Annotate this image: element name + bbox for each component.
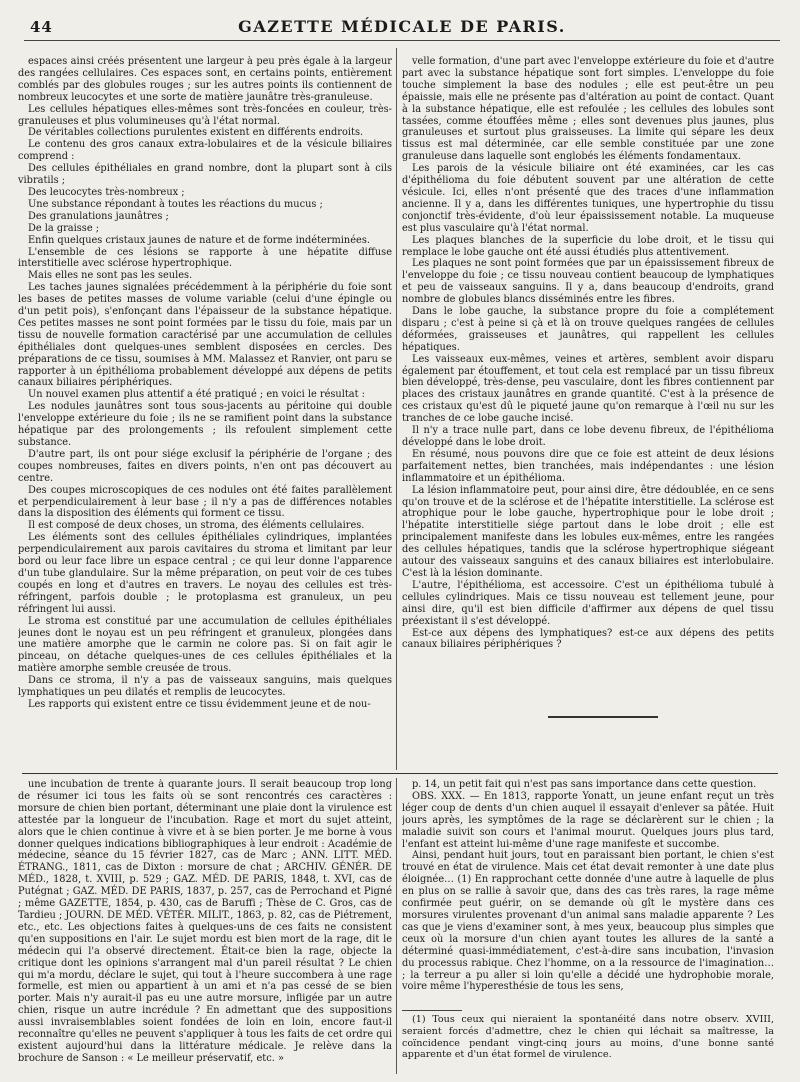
article-end-rule xyxy=(548,716,658,718)
paragraph: Le stroma est constitué par une accumulation de cellules épithéliales jeunes dont le noyau est un peu réfringent et granuleux, plongées dans une matière amorphe que le carmin ne colore pas. Si on fait agir le pinceau, on détache quelques-unes de ces cellules épithéliales et la matière amorphe semble creusée de trous. xyxy=(18,615,392,675)
paragraph: Dans ce stroma, il n'y a pas de vaisseaux sanguins, mais quelques lymphatiques un peu dilatés et remplis de leucocytes. xyxy=(18,675,392,699)
journal-title: GAZETTE MÉDICALE DE PARIS. xyxy=(238,17,566,36)
paragraph: Des leucocytes très-nombreux ; xyxy=(28,186,185,198)
paragraph: Les éléments sont des cellules épithéliales cylindriques, implantées perpendiculairement aux parois cavitaires du stroma et limitant par leur bord ou leur face libre un espace central ; ce qui leur donne l'apparence d'un tube glandulaire. Sur la même préparation, on peut voir de ces tubes coupés en long et d'autres en travers. Le noyau des cellules est très-réfringent, parfois double ; le protoplasma est granuleux, un peu réfringent lui aussi. xyxy=(18,532,392,615)
paragraph: Le contenu des gros canaux extra-lobulaires et de la vésicule biliaires comprend : xyxy=(18,139,392,163)
footnote-rule xyxy=(402,1010,462,1011)
paragraph: Ainsi, pendant huit jours, tout en paraissant bien portant, le chien s'est trouvé en état de virulence. Mais cet état devait remonter à une date plus éloignée… (1) En rapprochant cette donnée d'une autre à laquelle de plus en plus on se rallie à savoir que, dans des cas très rares, la rage même confirmée peut guérir, on se demande où gît le mystère dans ces morsures virulentes provenant d'un animal sans maladie apparente ? Les cas que je viens d'examiner sont, à mes yeux, beaucoup plus simples que ceux où la morsure d'un chien ayant toutes les allures de la santé a déterminé quasi-immédiatement, c'est-à-dire sans incubation, l'invasion du processus rabique. Chez l'homme, on a la ressource de l'imagination… ; la terreur a pu aller si loin qu'elle a décidé une hydrophobie morale, voire même l'hyperesthésie de tous les sens, xyxy=(402,850,774,993)
paragraph: Dans le lobe gauche, la substance propre du foie a complétement disparu ; c'est à peine si çà et là on trouve quelques rangées de cellules déformées, graisseuses et jaunâtres, qui rappellent les cellules hépatiques. xyxy=(402,306,774,353)
page-header xyxy=(24,14,780,41)
paragraph: Les plaques ne sont point formées que par un épaississement fibreux de l'enveloppe du foie ; ce tissu nouveau contient beaucoup de lymphatiques et peu de vaisseaux sanguins. Il y a, dans beaucoup d'endroits, grand nombre de globules blancs disséminés entre les fibres. xyxy=(402,258,774,306)
paragraph: L'ensemble de ces lésions se rapporte à une hépatite diffuse interstitielle avec sclérose hypertrophique. xyxy=(18,246,392,270)
right-column-top xyxy=(402,56,774,696)
paragraph: Les nodules jaunâtres sont tous sous-jacents au péritoine qui double l'enveloppe extérieure du foie ; ils ne se ramifient point dans la substance hépatique par des prolongements ; ils refoulent simplement cette substance. xyxy=(18,401,392,448)
paragraph: espaces ainsi créés présentent une largeur à peu près égale à la largeur des rangées cellulaires. Ces espaces sont, en certains points, entièrement comblés par des globules rouges ; sur les autres points ils contiennent de nombreux leucocytes et une sorte de matière jaunâtre très-granuleuse. xyxy=(18,56,392,103)
paragraph: Les vaisseaux eux-mêmes, veines et artères, semblent avoir disparu également par étouffement, et tout cela est remplacé par un tissu fibreux bien développé, très-dense, peu vasculaire, dont les fibres contiennent par places des cristaux jaunâtres en grande quantité. C'est à la présence de ces cristaux qu'est dû le piqueté jaune qu'on remarque à l'œil nu sur les tranches de ce lobe gauche incisé. xyxy=(402,353,774,425)
paragraph: Des granulations jaunâtres ; xyxy=(28,210,169,222)
paragraph: OBS. XXX. — En 1813, rapporte Yonatt, un jeune enfant reçut un très léger coup de dents d'un chien auquel il essayait d'enlever sa pâtée. Huit jours après, les symptômes de la rage se déclarèrent sur le chien ; la maladie suivit son cours et l'animal mourut. Quelques jours plus tard, l'enfant est atteint lui-même d'une rage manifeste et succombe. xyxy=(402,790,774,850)
left-column-bottom xyxy=(18,779,392,1075)
paragraph: De véritables collections purulentes existent en différents endroits. xyxy=(28,127,364,139)
paragraph: p. 14, un petit fait qui n'est pas sans importance dans cette question. xyxy=(412,779,757,790)
paragraph: Des cellules épithéliales en grand nombre, dont la plupart sont à cils vibratils ; xyxy=(18,163,392,187)
paragraph: velle formation, d'une part avec l'enveloppe extérieure du foie et d'autre part avec la substance hépatique sont fort simples. L'enveloppe du foie touche simplement la base des nodules ; elle est peut-être un peu épaissie, mais elle ne présente pas d'altération au point de contact. Quant à la substance hépatique, elle est refoulée ; les cellules des lobules sont tassées, comme étouffées même ; elles sont devenues plus jaunes, plus granuleuses et surtout plus graisseuses. La limite qui sépare les deux tissus est mal déterminée, car elle semble constituée par une zone granuleuse dans laquelle sont englobés les éléments fondamentaux. xyxy=(402,56,774,163)
paragraph: Un nouvel examen plus attentif a été pratiqué ; en voici le résultat : xyxy=(28,389,365,401)
paragraph: Les plaques blanches de la superficie du lobe droit, et le tissu qui remplace le lobe gauche ont été aussi étudiés plus attentivement. xyxy=(402,234,774,258)
column-divider-bottom xyxy=(396,778,397,1074)
paragraph: Des coupes microscopiques de ces nodules ont été faites parallèlement et perpendiculairement à leur base ; il n'y a pas de différences notables dans la disposition des éléments qui forment ce tissu. xyxy=(18,484,392,520)
paragraph: Les cellules hépatiques elles-mêmes sont très-foncées en couleur, très-granuleuses et plus volumineuses qu'à l'état normal. xyxy=(18,103,392,127)
paragraph: Il n'y a trace nulle part, dans ce lobe devenu fibreux, de l'épithélioma développé dans le lobe droit. xyxy=(402,425,774,448)
paragraph: Les rapports qui existent entre ce tissu évidemment jeune et de nou- xyxy=(28,698,371,710)
paragraph: Les parois de la vésicule biliaire ont été examinées, car les cas d'épithélioma du foie débutent souvent par une altération de cette vésicule. Ici, elles n'ont présenté que des traces d'une inflammation ancienne. Il y a, dans les différentes tuniques, une hypertrophie du tissu conjonctif très-évidente, d'où leur épaississement notable. La muqueuse est plus vasculaire qu'à l'état normal. xyxy=(402,163,774,234)
column-divider-top xyxy=(396,48,397,770)
paragraph: Il est composé de deux choses, un stroma, des éléments cellulaires. xyxy=(28,520,365,532)
paragraph: Une substance répondant à toutes les réactions du mucus ; xyxy=(28,198,323,210)
paragraph: une incubation de trente à quarante jours. Il serait beaucoup trop long de résumer ici tous les faits où se sont rencontrés ces caractères : morsure de chien bien portant, déterminant une plaie dont la virulence est attestée par la longueur de l'incubation. Rage et mort du sujet atteint, alors que le chien continue à vivre et à se bien porter. Je me borne à vous donner quelques indications bibliographiques à leur endroit : Académie de médecine, séance du 15 février 1827, cas de Marc ; ANN. LITT. MÉD. ÉTRANG., 1811, cas de Dixton : morsure de chat ; ARCHIV. GÉNÉR. DE MÉD., 1828, t. XVIII, p. 529 ; GAZ. MÉD. DE PARIS, 1848, t. XVI, cas de Putégnat ; GAZ. MÉD. DE PARIS, 1837, p. 257, cas de Perrochand et Pigné ; même GAZETTE, 1854, p. 430, cas de Baruffi ; Thèse de C. Gros, cas de Tardieu ; JOURN. DE MÉD. VÉTÉR. MILIT., 1863, p. 82, cas de Piétrement, etc., etc. Les objections faites à quelques-uns de ces faits ne consistent qu'en suppositions en l'air. Le sujet mordu est bien mort de la rage, dit le médecin qui l'a observé directement. Était-ce bien la rage, objecte la critique dont les opinions s'arrangent mal d'un pareil résultat ? Le chien qui m'a mordu, déclare le sujet, qui tout à l'heure succombera à une rage formelle, est mien ou appartient à un ami et n'a pas cessé de se bien porter. Mais n'y aurait-il pas eu une autre morsure, infligée par un autre chien, risque un autre incrédule ? En admettant que des suppositions aussi invraisemblables soient fondées de loin en loin, encore faut-il reconnaître qu'elles ne peuvent s'appliquer à tous les faits de cet ordre qui existent aujourd'hui dans la littérature médicale. Je relève dans la brochure de Sanson : « Le meilleur préservatif, etc. » xyxy=(18,779,392,1064)
page-number: 44 xyxy=(30,18,53,36)
paragraph: Enfin quelques cristaux jaunes de nature et de forme indéterminées. xyxy=(28,234,370,246)
paragraph: Les taches jaunes signalées précédemment à la périphérie du foie sont les bases de petites masses de volume variable (celui d'une épingle ou d'un petit pois), s'enfonçant dans l'épaisseur de la substance hépatique. Ces petites masses ne sont point formées par le tissu du foie, mais par un tissu de nouvelle formation caractérisé par une accumulation de cellules épithéliales dont quelques-unes semblent disposées en cercles. Des préparations de ce tissu, soumises à MM. Malassez et Ranvier, ont paru se rapporter à un épithélioma probablement développé aux dépens de petits canaux biliaires périphériques. xyxy=(18,282,392,389)
footnote xyxy=(402,1014,774,1076)
left-column-top xyxy=(18,56,392,771)
paragraph: La lésion inflammatoire peut, pour ainsi dire, être dédoublée, en ce sens qu'on trouve et de la sclérose et de l'hépatite interstitielle. La sclérose est atrophique pour le lobe gauche, hypertrophique pour le lobe droit ; l'hépatite interstitielle siége partout dans le lobe droit ; elle est principalement manifeste dans les lobules eux-mêmes, entre les rangées des cellules hépatiques, tandis que la sclérose hypertrophique siégeant autour des vaisseaux sanguins et des canaux biliaires est interlobulaire. C'est là la lésion dominante. xyxy=(402,484,774,579)
section-divider xyxy=(22,773,778,774)
paragraph: De la graisse ; xyxy=(28,222,100,234)
paragraph: L'autre, l'épithélioma, est accessoire. C'est un épithélioma tubulé à cellules cylindriques. Mais ce tissu nouveau est tellement jeune, pour ainsi dire, qu'il est bien difficile d'affirmer aux dépens de quel tissu préexistant il s'est développé. xyxy=(402,579,774,627)
paragraph: Mais elles ne sont pas les seules. xyxy=(28,270,193,282)
paragraph: En résumé, nous pouvons dire que ce foie est atteint de deux lésions parfaitement nettes, bien tranchées, mais indépendantes : une lésion inflammatoire et un épithélioma. xyxy=(402,448,774,484)
paragraph: Est-ce aux dépens des lymphatiques? est-ce aux dépens des petits canaux biliaires périphériques ? xyxy=(402,627,774,651)
paragraph: D'autre part, ils ont pour siége exclusif la périphérie de l'organe ; des coupes nombreuses, faites en divers points, n'en ont pas découvert au centre. xyxy=(18,448,392,484)
paragraph: (1) Tous ceux qui nieraient la spontanéité dans notre observ. XVIII, seraient forcés d'admettre, chez le chien qui léchait sa maîtresse, la coïncidence pendant vingt-cinq jours au moins, d'une bonne santé apparente et d'un état formel de virulence. xyxy=(402,1014,774,1061)
